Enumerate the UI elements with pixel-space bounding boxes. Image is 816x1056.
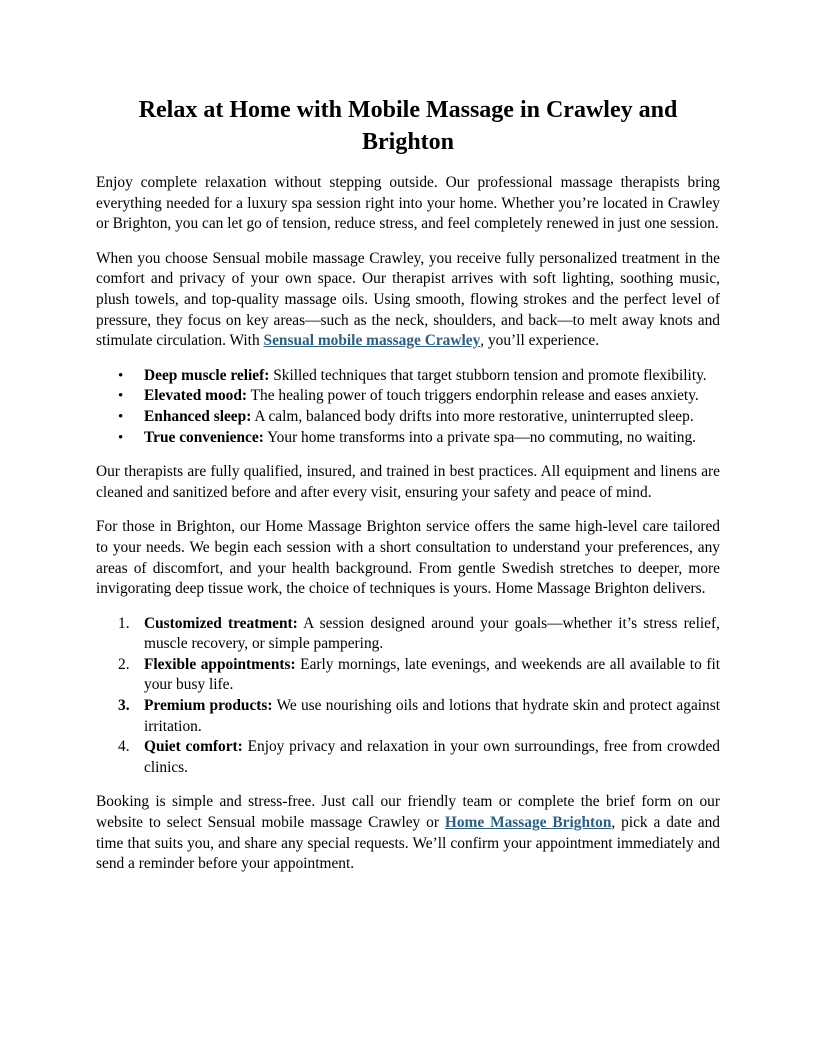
list-item bbox=[96, 696, 720, 737]
list-item bbox=[96, 614, 720, 655]
list-item bbox=[96, 386, 720, 407]
list-item-text: A session designed around your goals—whether it’s stress relief, muscle recovery, or simple pampering. bbox=[144, 614, 720, 653]
brighton-link[interactable]: Home Massage Brighton bbox=[444, 814, 612, 832]
list-number: 3. bbox=[118, 697, 130, 715]
booking-paragraph-text: Booking is simple and stress-free. Just call our friendly team or complete the brief form on our website to select Sensual mobile massage Crawley or bbox=[96, 793, 720, 832]
bullet-icon: • bbox=[118, 367, 124, 384]
booking-paragraph bbox=[96, 792, 720, 874]
list-item-text: Early mornings, late evenings, and weekends are all available to fit your busy life. bbox=[144, 655, 720, 694]
list-item-term: Elevated mood: bbox=[144, 387, 248, 405]
list-item bbox=[96, 407, 720, 428]
intro-paragraph: Enjoy complete relaxation without stepping outside. Our professional massage therapists bring everything needed for a luxury spa session right into your home. Whether you’re located in Crawley or Brighton, you can let go of tension, reduce stress, and feel completely renewed in just one session. bbox=[96, 174, 720, 233]
brighton-paragraph: For those in Brighton, our Home Massage Brighton service offers the same high-level care tailored to your needs. We begin each session with a short consultation to understand your preferences, any areas of discomfort, and your health background. From gentle Swedish stretches to deeper, more invigorating deep tissue work, the choice of techniques is yours. Home Massage Brighton delivers. bbox=[96, 518, 720, 598]
page-title: Relax at Home with Mobile Massage in Crawley and Brighton bbox=[138, 97, 678, 155]
list-item-term: Flexible appointments: bbox=[144, 655, 296, 673]
list-number: 1. bbox=[118, 614, 130, 632]
list-item-term: Premium products: bbox=[144, 697, 273, 715]
crawley-paragraph-tail: , you’ll experience. bbox=[480, 332, 600, 350]
list-item-text: Skilled techniques that target stubborn tension and promote flexibility. bbox=[269, 366, 707, 384]
list-item-text: Enjoy privacy and relaxation in your own surroundings, free from crowded clinics. bbox=[144, 738, 720, 776]
list-item-text: A calm, balanced body drifts into more restorative, uninterrupted sleep. bbox=[251, 407, 694, 425]
bullet-icon: • bbox=[118, 388, 124, 405]
list-item-term: True convenience: bbox=[144, 428, 264, 446]
list-item-text: We use nourishing oils and lotions that hydrate skin and protect against irritation. bbox=[144, 697, 721, 735]
bullet-icon: • bbox=[118, 408, 124, 425]
list-item-term: Enhanced sleep: bbox=[144, 407, 252, 425]
list-item bbox=[96, 655, 720, 696]
benefits-list bbox=[96, 366, 720, 448]
list-item-text: The healing power of touch triggers endorphin release and eases anxiety. bbox=[247, 387, 699, 405]
list-item-text: Your home transforms into a private spa—no commuting, no waiting. bbox=[263, 428, 696, 446]
crawley-paragraph bbox=[96, 249, 720, 352]
bullet-icon: • bbox=[118, 429, 124, 446]
list-item bbox=[96, 428, 720, 449]
qualifications-paragraph: Our therapists are fully qualified, insured, and trained in best practices. All equipment and linens are cleaned and sanitized before and after every visit, ensuring your safety and peace of mind. bbox=[96, 463, 720, 501]
list-item-term: Deep muscle relief: bbox=[144, 366, 270, 384]
list-number: 2. bbox=[118, 655, 130, 673]
crawley-link[interactable]: Sensual mobile massage Crawley bbox=[263, 332, 481, 350]
crawley-paragraph-text: When you choose Sensual mobile massage Crawley, you receive fully personalized treatment in the comfort and privacy of your own space. Our therapist arrives with soft lighting, soothing music, plush towels, and top-quality massage oils. Using smooth, flowing strokes and the perfect level of pressure, they focus on key areas—such as the neck, shoulders, and back—to melt away knots and stimulate circulation. With bbox=[96, 249, 720, 350]
list-number: 4. bbox=[118, 738, 130, 756]
features-list bbox=[96, 614, 720, 779]
list-item-term: Quiet comfort: bbox=[144, 738, 243, 756]
list-item bbox=[96, 737, 720, 778]
list-item-term: Customized treatment: bbox=[144, 614, 298, 632]
booking-paragraph-tail: , pick a date and time that suits you, and share any special requests. We’ll confirm your appointment immediately and send a reminder before your appointment. bbox=[96, 814, 720, 873]
list-item bbox=[96, 366, 720, 387]
document-body bbox=[96, 173, 720, 889]
